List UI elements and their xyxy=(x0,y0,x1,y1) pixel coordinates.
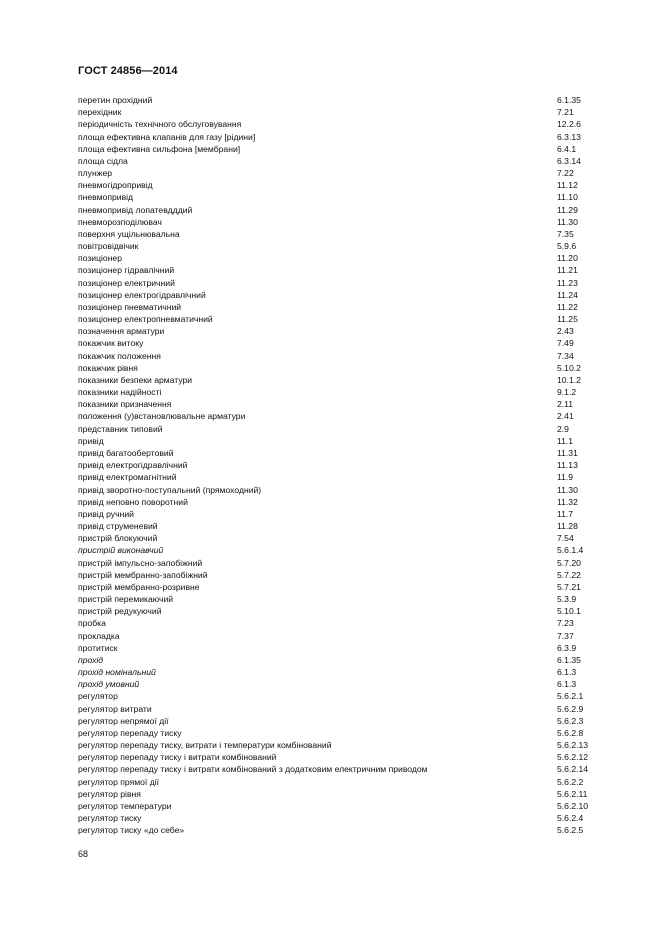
index-term: показники призначення xyxy=(78,399,172,410)
index-reference: 12.2.6 xyxy=(557,119,581,130)
index-term: регулятор xyxy=(78,691,118,702)
index-reference: 11.23 xyxy=(557,277,578,288)
index-term: позиціонер xyxy=(78,253,122,264)
document-header: ГОСТ 24856—2014 xyxy=(78,65,178,77)
index-reference: 5.6.2.1 xyxy=(557,691,584,702)
index-reference: 7.35 xyxy=(557,228,574,239)
index-reference: 7.34 xyxy=(557,350,574,361)
index-term: позиціонер гідравлічний xyxy=(78,265,175,276)
index-reference: 11.32 xyxy=(557,496,578,507)
index-term: пристрій перемикаючий xyxy=(78,594,174,605)
index-entry xyxy=(78,508,598,520)
index-entry xyxy=(78,386,598,398)
index-reference: 6.4.1 xyxy=(557,143,577,154)
index-reference: 7.37 xyxy=(557,630,574,641)
index-reference: 7.22 xyxy=(557,168,574,179)
index-reference: 6.3.14 xyxy=(557,155,581,166)
index-entry xyxy=(78,605,598,617)
index-term: пневмогідропривід xyxy=(78,180,153,191)
index-reference: 11.1 xyxy=(557,435,574,446)
index-entry xyxy=(78,118,598,130)
index-entry xyxy=(78,496,598,508)
index-entry xyxy=(78,362,598,374)
index-reference: 5.6.2.13 xyxy=(557,740,589,751)
index-term: покажчик положення xyxy=(78,350,161,361)
index-reference: 6.1.35 xyxy=(557,654,581,665)
index-term: позиціонер електричний xyxy=(78,277,175,288)
index-term: покажчик витоку xyxy=(78,338,144,349)
index-entry xyxy=(78,277,598,289)
index-term: регулятор тиску xyxy=(78,813,142,824)
index-entry xyxy=(78,337,598,349)
index-term: площа ефективна клапанів для газу [рідини] xyxy=(78,131,256,142)
index-entry xyxy=(78,167,598,179)
index-entry xyxy=(78,301,598,313)
index-term: пристрій мембранно-запобіжний xyxy=(78,569,208,580)
index-entry xyxy=(78,447,598,459)
index-entry xyxy=(78,325,598,337)
index-reference: 11.21 xyxy=(557,265,578,276)
index-reference: 5.6.2.12 xyxy=(557,752,589,763)
index-entry xyxy=(78,204,598,216)
index-term: привід ручний xyxy=(78,508,134,519)
index-reference: 6.1.3 xyxy=(557,667,577,678)
index-entry xyxy=(78,289,598,301)
index-term: привід xyxy=(78,435,104,446)
index-entry xyxy=(78,788,598,800)
index-entry xyxy=(78,666,598,678)
index-reference: 11.12 xyxy=(557,180,578,191)
index-reference: 7.49 xyxy=(557,338,574,349)
index-term: плунжер xyxy=(78,168,113,179)
index-entry xyxy=(78,484,598,496)
index-reference: 5.6.2.9 xyxy=(557,703,584,714)
index-term: перехідник xyxy=(78,107,122,118)
index-reference: 11.20 xyxy=(557,253,578,264)
index-term: позначення арматури xyxy=(78,326,165,337)
index-term: привід багатообертовий xyxy=(78,447,174,458)
index-term: пристрій імпульсно-запобіжний xyxy=(78,557,203,568)
index-term: прохід номінальний xyxy=(78,667,156,678)
index-entry xyxy=(78,350,598,362)
index-reference: 5.6.2.3 xyxy=(557,715,584,726)
index-reference: 5.6.2.10 xyxy=(557,800,589,811)
index-term: пристрій виконавчий xyxy=(78,545,164,556)
index-term: привід зворотно-поступальний (прямоходний) xyxy=(78,484,262,495)
index-term: показники надійності xyxy=(78,387,162,398)
index-term: пневмопривід лопатевдддий xyxy=(78,204,193,215)
index-term: позиціонер пневматичний xyxy=(78,301,182,312)
index-entry xyxy=(78,191,598,203)
index-reference: 5.6.2.2 xyxy=(557,776,584,787)
index-entry xyxy=(78,313,598,325)
index-reference: 5.6.2.14 xyxy=(557,764,589,775)
index-entry xyxy=(78,630,598,642)
index-term: повітровідвічик xyxy=(78,241,139,252)
index-reference: 5.10.2 xyxy=(557,362,581,373)
index-reference: 5.10.1 xyxy=(557,606,581,617)
index-reference: 5.3.9 xyxy=(557,594,577,605)
index-term: поверхня ущільнювальна xyxy=(78,228,180,239)
index-entry xyxy=(78,155,598,167)
index-term: положення (у)встановлювальне арматури xyxy=(78,411,246,422)
index-entry xyxy=(78,398,598,410)
index-reference: 5.6.2.5 xyxy=(557,825,584,836)
index-entry xyxy=(78,252,598,264)
index-entry xyxy=(78,593,598,605)
index-reference: 11.31 xyxy=(557,447,578,458)
index-reference: 11.13 xyxy=(557,460,578,471)
index-term: прохід xyxy=(78,654,104,665)
index-term: позиціонер електропневматичний xyxy=(78,314,213,325)
index-entry xyxy=(78,94,598,106)
index-reference: 11.7 xyxy=(557,508,574,519)
index-reference: 7.23 xyxy=(557,618,574,629)
index-term: позиціонер електрогідравлічний xyxy=(78,289,206,300)
index-term: пробка xyxy=(78,618,106,629)
term-index-list xyxy=(78,94,598,836)
index-term: пристрій редукуючий xyxy=(78,606,162,617)
index-term: періодичність технічного обслуговування xyxy=(78,119,242,130)
index-term: регулятор прямої дії xyxy=(78,776,160,787)
index-term: пристрій мембранно-розривне xyxy=(78,581,200,592)
index-entry xyxy=(78,642,598,654)
index-reference: 11.24 xyxy=(557,289,578,300)
index-term: покажчик рівня xyxy=(78,362,138,373)
index-reference: 10.1.2 xyxy=(557,374,581,385)
index-term: площа сідла xyxy=(78,155,128,166)
index-term: привід електромагнітний xyxy=(78,472,177,483)
index-reference: 11.25 xyxy=(557,314,578,325)
index-reference: 5.7.21 xyxy=(557,581,581,592)
index-term: регулятор тиску «до себе» xyxy=(78,825,185,836)
index-term: регулятор температури xyxy=(78,800,172,811)
index-term: регулятор перепаду тиску xyxy=(78,727,182,738)
index-entry xyxy=(78,471,598,483)
index-entry xyxy=(78,763,598,775)
index-term: привід неповно поворотний xyxy=(78,496,188,507)
index-entry xyxy=(78,423,598,435)
index-reference: 5.7.22 xyxy=(557,569,581,580)
index-term: протитиск xyxy=(78,642,118,653)
index-entry xyxy=(78,776,598,788)
index-entry xyxy=(78,824,598,836)
index-reference: 5.9.6 xyxy=(557,241,577,252)
index-entry xyxy=(78,678,598,690)
index-entry xyxy=(78,459,598,471)
index-reference: 11.9 xyxy=(557,472,574,483)
index-reference: 2.41 xyxy=(557,411,574,422)
index-term: регулятор перепаду тиску і витрати комбінований xyxy=(78,752,277,763)
index-entry xyxy=(78,654,598,666)
index-term: площа ефективна сильфона [мембрани] xyxy=(78,143,241,154)
index-reference: 11.22 xyxy=(557,301,578,312)
index-reference: 6.3.13 xyxy=(557,131,581,142)
index-entry xyxy=(78,739,598,751)
index-entry xyxy=(78,703,598,715)
index-reference: 2.11 xyxy=(557,399,574,410)
index-entry xyxy=(78,544,598,556)
index-entry xyxy=(78,264,598,276)
index-reference: 11.29 xyxy=(557,204,578,215)
index-reference: 11.28 xyxy=(557,521,578,532)
index-reference: 5.6.2.4 xyxy=(557,813,584,824)
index-reference: 6.1.35 xyxy=(557,95,581,105)
index-term: пневмопривід xyxy=(78,192,134,203)
index-entry xyxy=(78,410,598,422)
index-term: регулятор рівня xyxy=(78,788,141,799)
index-entry xyxy=(78,727,598,739)
index-reference: 2.9 xyxy=(557,423,569,434)
index-entry xyxy=(78,617,598,629)
index-reference: 5.6.1.4 xyxy=(557,545,584,556)
index-entry xyxy=(78,569,598,581)
index-term: пневморозподілювач xyxy=(78,216,162,227)
index-reference: 6.1.3 xyxy=(557,679,577,690)
index-reference: 7.54 xyxy=(557,533,574,544)
index-entry xyxy=(78,557,598,569)
index-entry xyxy=(78,435,598,447)
index-reference: 5.6.2.11 xyxy=(557,788,588,799)
index-entry xyxy=(78,179,598,191)
index-reference: 11.30 xyxy=(557,484,578,495)
index-entry xyxy=(78,374,598,386)
index-entry xyxy=(78,131,598,143)
index-term: регулятор витрати xyxy=(78,703,152,714)
index-entry xyxy=(78,532,598,544)
page-number: 68 xyxy=(78,849,89,859)
index-entry xyxy=(78,106,598,118)
index-reference: 6.3.9 xyxy=(557,642,577,653)
index-term: пристрій блокуючий xyxy=(78,533,158,544)
index-entry xyxy=(78,690,598,702)
index-entry xyxy=(78,520,598,532)
index-term: привід електрогідравлічний xyxy=(78,460,188,471)
index-term: привід струменевий xyxy=(78,521,158,532)
index-entry xyxy=(78,228,598,240)
index-reference: 5.7.20 xyxy=(557,557,581,568)
index-entry xyxy=(78,240,598,252)
index-reference: 5.6.2.8 xyxy=(557,727,584,738)
index-term: прокладка xyxy=(78,630,120,641)
index-term: показники безпеки арматури xyxy=(78,374,193,385)
index-entry xyxy=(78,751,598,763)
index-term: регулятор непрямої дії xyxy=(78,715,169,726)
index-reference: 9.1.2 xyxy=(557,387,577,398)
index-entry xyxy=(78,800,598,812)
index-entry xyxy=(78,812,598,824)
index-reference: 7.21 xyxy=(557,107,574,118)
index-term: регулятор перепаду тиску і витрати комбінований з додатковим електричним приводом xyxy=(78,764,428,775)
index-term: прохід умовний xyxy=(78,679,140,690)
index-entry xyxy=(78,216,598,228)
index-reference: 11.10 xyxy=(557,192,578,203)
index-reference: 2.43 xyxy=(557,326,574,337)
index-reference: 11.30 xyxy=(557,216,578,227)
index-entry xyxy=(78,581,598,593)
index-term: представник типовий xyxy=(78,423,163,434)
index-entry xyxy=(78,143,598,155)
index-term: перетин прохідний xyxy=(78,95,153,105)
index-entry xyxy=(78,715,598,727)
index-term: регулятор перепаду тиску, витрати і температури комбінований xyxy=(78,740,332,751)
